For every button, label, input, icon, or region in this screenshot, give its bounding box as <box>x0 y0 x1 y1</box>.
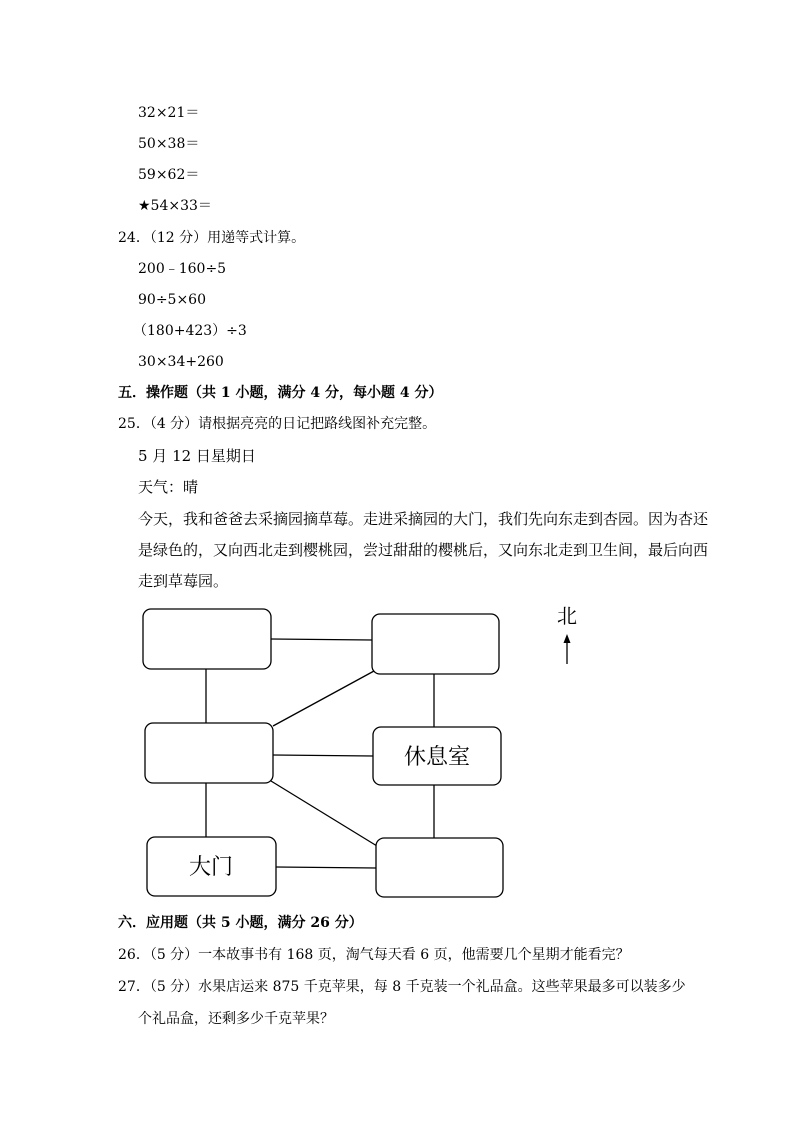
section6-title: 六．应用题（共 5 小题，满分 26 分） <box>118 915 363 931</box>
section5-title: 五．操作题（共 1 小题，满分 4 分，每小题 4 分） <box>118 385 443 401</box>
q25-diary-line-3: 走到草莓园。 <box>138 572 229 590</box>
q25-date: 5 月 12 日星期日 <box>138 447 256 465</box>
q24-item-4: 30×34+260 <box>138 354 224 370</box>
q23-item-2: 50×38＝ <box>138 136 200 152</box>
box-top-left <box>143 609 271 669</box>
box-mid-left <box>145 723 273 783</box>
q24-item-2: 90÷5×60 <box>138 292 206 308</box>
q24-item-1: 200﹣160÷5 <box>138 261 227 277</box>
box-bottom-right <box>376 838 503 897</box>
gate-label: 大门 <box>188 855 234 880</box>
q25-title: 25．（4 分）请根据亮亮的日记把路线图补充完整。 <box>118 416 437 432</box>
q24-title: 24．（12 分）用递等式计算。 <box>118 230 306 246</box>
route-line-midleft-restroom <box>273 755 373 756</box>
q27-line-2: 个礼品盒，还剩多少千克苹果？ <box>138 1011 334 1027</box>
q23-item-4: ★54×33＝ <box>138 198 212 214</box>
q27-line-1: 27．（5 分）水果店运来 875 千克苹果，每 8 千克装一个礼品盒。这些苹果最多可以装多少 <box>118 979 686 995</box>
q23-item-1: 32×21＝ <box>138 105 200 121</box>
route-line-topleft-topright <box>271 639 372 640</box>
route-line-midleft-bottomright <box>271 781 377 846</box>
rest-room-label: 休息室 <box>403 745 471 770</box>
north-arrow-icon <box>564 634 571 664</box>
route-line-gate-bottomright <box>276 867 376 868</box>
q23-item-3: 59×62＝ <box>138 167 200 183</box>
q26-text: 26．（5 分）一本故事书有 168 页，淘气每天看 6 页，他需要几个星期才能看完？ <box>118 947 630 963</box>
q25-diary-line-1: 今天，我和爸爸去采摘园摘草莓。走进采摘园的大门，我们先向东走到杏园。因为杏还 <box>138 510 709 528</box>
q25-weather: 天气：晴 <box>138 478 199 496</box>
q24-item-3: （180+423）÷3 <box>133 323 247 339</box>
route-line-midleft-topright <box>273 671 374 726</box>
north-label: 北 <box>557 604 577 628</box>
q25-diary-line-2: 是绿色的，又向西北走到樱桃园，尝过甜甜的樱桃后，又向东北走到卫生间，最后向西 <box>138 541 709 559</box>
box-top-right <box>372 614 499 674</box>
